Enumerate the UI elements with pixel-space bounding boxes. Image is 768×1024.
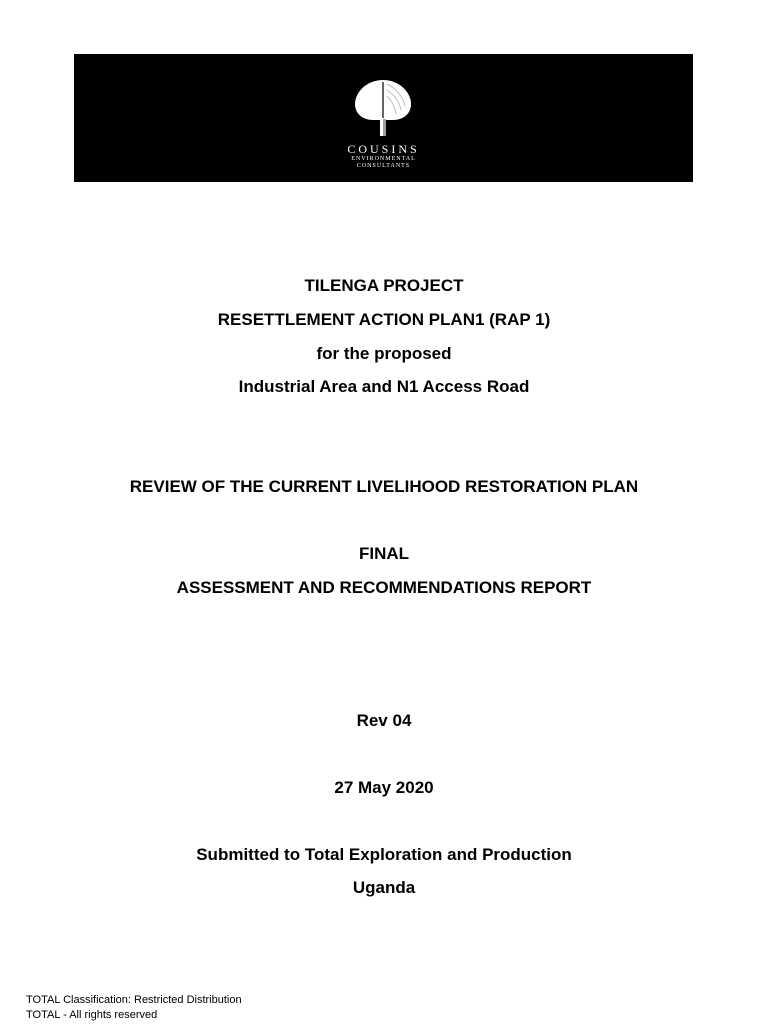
logo-subtitle-line2: CONSULTANTS	[356, 163, 411, 169]
header-banner	[74, 54, 693, 182]
plan-title: RESETTLEMENT ACTION PLAN1 (RAP 1)	[217, 310, 551, 329]
revision: Rev 04	[356, 711, 412, 730]
footer-classification: TOTAL Classification: Restricted Distribution	[26, 994, 242, 1006]
logo-subtitle-line1: ENVIRONMENTAL	[351, 156, 416, 162]
report-status: FINAL	[358, 544, 410, 563]
footer-rights: TOTAL - All rights reserved	[26, 1009, 158, 1021]
logo-wordmark: COUSINS	[347, 142, 420, 156]
project-area: Industrial Area and N1 Access Road	[238, 377, 530, 396]
cousins-logo	[74, 54, 693, 182]
project-title: TILENGA PROJECT	[304, 276, 464, 295]
submission-line2: Uganda	[352, 878, 416, 897]
review-heading: REVIEW OF THE CURRENT LIVELIHOOD RESTORATION PLAN	[129, 477, 639, 496]
proposed-line: for the proposed	[316, 344, 452, 363]
submission-line1: Submitted to Total Exploration and Production	[196, 845, 572, 864]
report-date: 27 May 2020	[334, 778, 434, 797]
report-type: ASSESSMENT AND RECOMMENDATIONS REPORT	[176, 578, 592, 597]
shell-tree-icon	[351, 76, 415, 140]
